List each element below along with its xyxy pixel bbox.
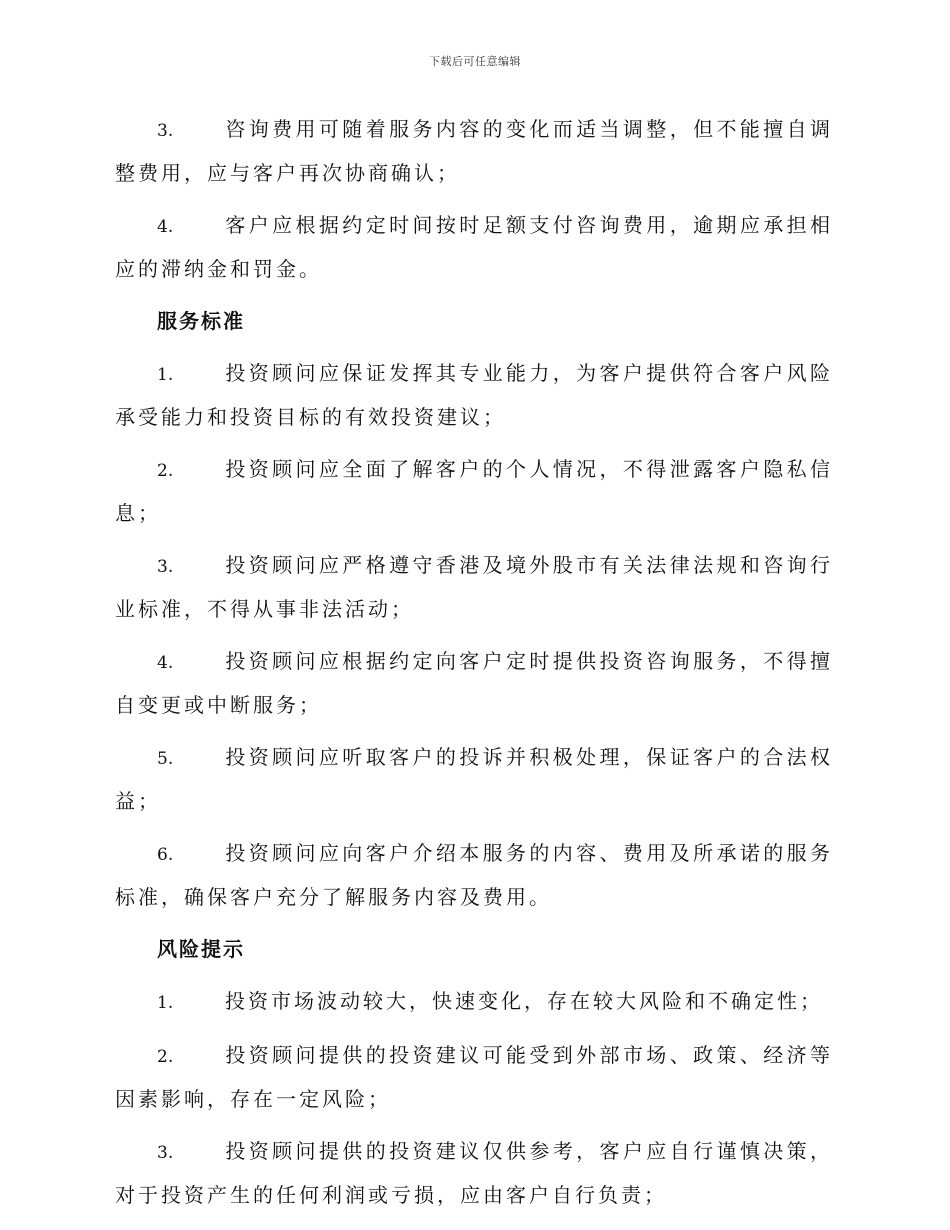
document-body	[115, 108, 833, 1226]
list-item-text: 投资顾问提供的投资建议可能受到外部市场、政策、经济等因素影响，存在一定风险；	[115, 1043, 833, 1111]
list-item-number: 3.	[157, 121, 174, 141]
list-item-text: 投资顾问应全面了解客户的个人情况，不得泄露客户隐私信息；	[115, 457, 833, 525]
list-item-number: 2.	[157, 461, 174, 481]
list-item-number: 1.	[157, 365, 174, 385]
list-item-number: 6.	[157, 845, 174, 865]
list-item-number: 2.	[157, 1047, 174, 1067]
list-item-number: 3.	[157, 557, 174, 577]
list-item-number: 4.	[157, 217, 174, 237]
list-item	[115, 108, 833, 194]
list-item	[115, 736, 833, 822]
list-item-number: 1.	[157, 993, 174, 1013]
section-heading: 服务标准	[157, 309, 245, 333]
list-item	[115, 448, 833, 534]
list-item	[115, 1034, 833, 1120]
list-item	[115, 1130, 833, 1216]
list-item-number: 4.	[157, 653, 174, 673]
list-item-text: 投资顾问提供的投资建议仅供参考，客户应自行谨慎决策，对于投资产生的任何利润或亏损，应由客户自行负责；	[115, 1139, 833, 1207]
section-heading: 风险提示	[157, 937, 245, 961]
list-item-text: 投资顾问应向客户介绍本服务的内容、费用及所承诺的服务标准，确保客户充分了解服务内容及费用。	[115, 841, 833, 909]
list-item	[115, 352, 833, 438]
list-item-text: 投资顾问应保证发挥其专业能力，为客户提供符合客户风险承受能力和投资目标的有效投资建议；	[115, 361, 833, 429]
list-item-text: 客户应根据约定时间按时足额支付咨询费用，逾期应承担相应的滞纳金和罚金。	[115, 213, 833, 281]
list-item-number: 3.	[157, 1143, 174, 1163]
list-item-text: 咨询费用可随着服务内容的变化而适当调整，但不能擅自调整费用，应与客户再次协商确认；	[115, 117, 833, 185]
list-item-text: 投资顾问应根据约定向客户定时提供投资咨询服务，不得擅自变更或中断服务；	[115, 649, 833, 717]
page-header: 下载后可任意编辑	[429, 55, 521, 68]
list-item-text: 投资顾问应严格遵守香港及境外股市有关法律法规和咨询行业标准，不得从事非法活动；	[115, 553, 833, 621]
list-item	[115, 980, 833, 1024]
list-item-text: 投资顾问应听取客户的投诉并积极处理，保证客户的合法权益；	[115, 745, 833, 813]
list-item-text: 投资市场波动较大，快速变化，存在较大风险和不确定性；	[225, 989, 823, 1013]
list-item	[115, 204, 833, 290]
list-item	[115, 640, 833, 726]
list-item-number: 5.	[157, 749, 174, 769]
list-item	[115, 544, 833, 630]
list-item	[115, 832, 833, 918]
